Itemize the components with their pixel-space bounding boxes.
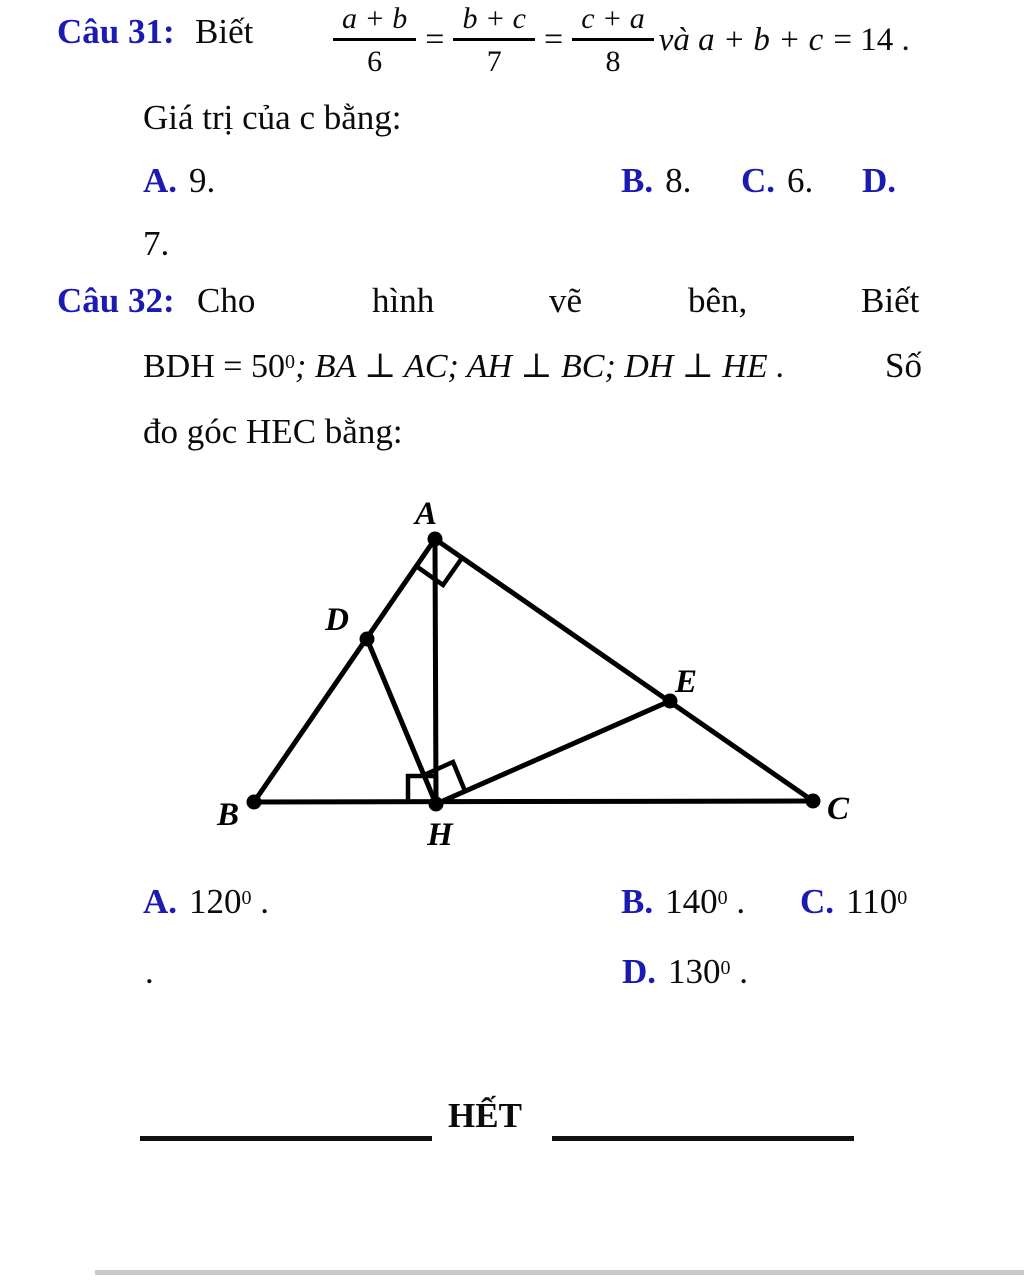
q31-condition-upright: = 14 .	[833, 21, 910, 58]
fraction-numerator: a + b	[333, 2, 416, 41]
fraction-ca-over-8	[572, 2, 654, 79]
option-letter: B.	[621, 161, 654, 200]
label-A: A	[414, 496, 438, 532]
label-E: E	[674, 664, 698, 700]
q32-given-prefix: BDH = 50	[143, 348, 285, 385]
option-value: 6.	[787, 161, 814, 200]
page-edge-line	[95, 1270, 1024, 1275]
option-letter: C.	[741, 161, 776, 200]
q32-option-c	[800, 882, 907, 922]
option-letter: A.	[143, 161, 178, 200]
segment-HE	[436, 701, 670, 804]
geometry-figure	[0, 478, 1024, 856]
degree-superscript: 0	[284, 351, 295, 373]
footer-rule-left	[140, 1136, 432, 1141]
q32-givens	[143, 346, 785, 386]
label-D: D	[325, 602, 349, 638]
q31-option-c	[741, 161, 813, 201]
equals-sign: =	[544, 21, 564, 58]
segment-BA	[254, 539, 435, 802]
option-letter: A.	[143, 882, 178, 921]
fraction-ab-over-6	[333, 2, 416, 79]
q32-option-b	[621, 882, 745, 922]
q31-option-a	[143, 161, 215, 201]
fraction-numerator: c + a	[572, 2, 654, 41]
q32-word: hình	[372, 281, 435, 320]
q31-option-d-wrapped-value: 7.	[143, 224, 170, 263]
q31-intro-text: Biết	[195, 12, 254, 51]
right-angle-mark-at-A	[416, 558, 462, 585]
fraction-denominator: 6	[367, 44, 383, 78]
point-C	[806, 794, 821, 809]
q32-option-d	[622, 952, 748, 992]
point-B	[247, 795, 262, 810]
q31-option-b	[621, 161, 691, 201]
segment-AC	[435, 539, 813, 801]
label-C: C	[827, 791, 850, 827]
equals-sign: =	[425, 21, 445, 58]
point-H	[429, 797, 444, 812]
q31-equation	[333, 0, 910, 80]
q31-option-d	[862, 161, 896, 201]
q31-label: Câu 31:	[57, 12, 175, 51]
q32-word: vẽ	[549, 281, 583, 320]
option-letter: D.	[622, 952, 657, 991]
point-A	[428, 532, 443, 547]
q32-word: bên,	[688, 281, 748, 320]
option-letter: B.	[621, 882, 654, 921]
q31-prompt: Giá trị của c bằng:	[143, 98, 402, 137]
fraction-bc-over-7	[453, 2, 535, 79]
option-value: $140^0$ .	[665, 882, 746, 921]
option-value: 8.	[665, 161, 692, 200]
option-letter: D.	[862, 161, 897, 200]
fraction-denominator: 7	[486, 44, 502, 78]
segment-BC	[254, 801, 813, 802]
option-letter: C.	[800, 882, 835, 921]
segment-DH	[367, 639, 436, 804]
q32-given-rest: ; BA ⊥ AC; AH ⊥ BC; DH ⊥ HE .	[294, 348, 785, 385]
fraction-denominator: 8	[605, 44, 621, 78]
label-B: B	[216, 797, 240, 833]
option-value: $120^0$ .	[189, 882, 270, 921]
label-H: H	[427, 817, 453, 853]
footer-het-text: HẾT	[448, 1096, 522, 1135]
q32-word: Cho	[197, 281, 256, 320]
point-D	[360, 632, 375, 647]
fraction-numerator: b + c	[453, 2, 535, 41]
q32-word: Biết	[861, 281, 920, 320]
q32-option-a	[143, 882, 269, 922]
footer-rule-right	[552, 1136, 854, 1141]
q32-stray-period: .	[145, 952, 154, 991]
q31-condition-italic: và a + b + c	[658, 21, 824, 58]
option-value: $130^0$ .	[668, 952, 749, 991]
option-value: 9.	[189, 161, 216, 200]
q32-label: Câu 32:	[57, 281, 175, 320]
q32-prompt: đo góc HEC bằng:	[143, 412, 403, 451]
q32-given-tail: Số	[885, 346, 922, 385]
option-value: $110^0$	[846, 882, 908, 921]
